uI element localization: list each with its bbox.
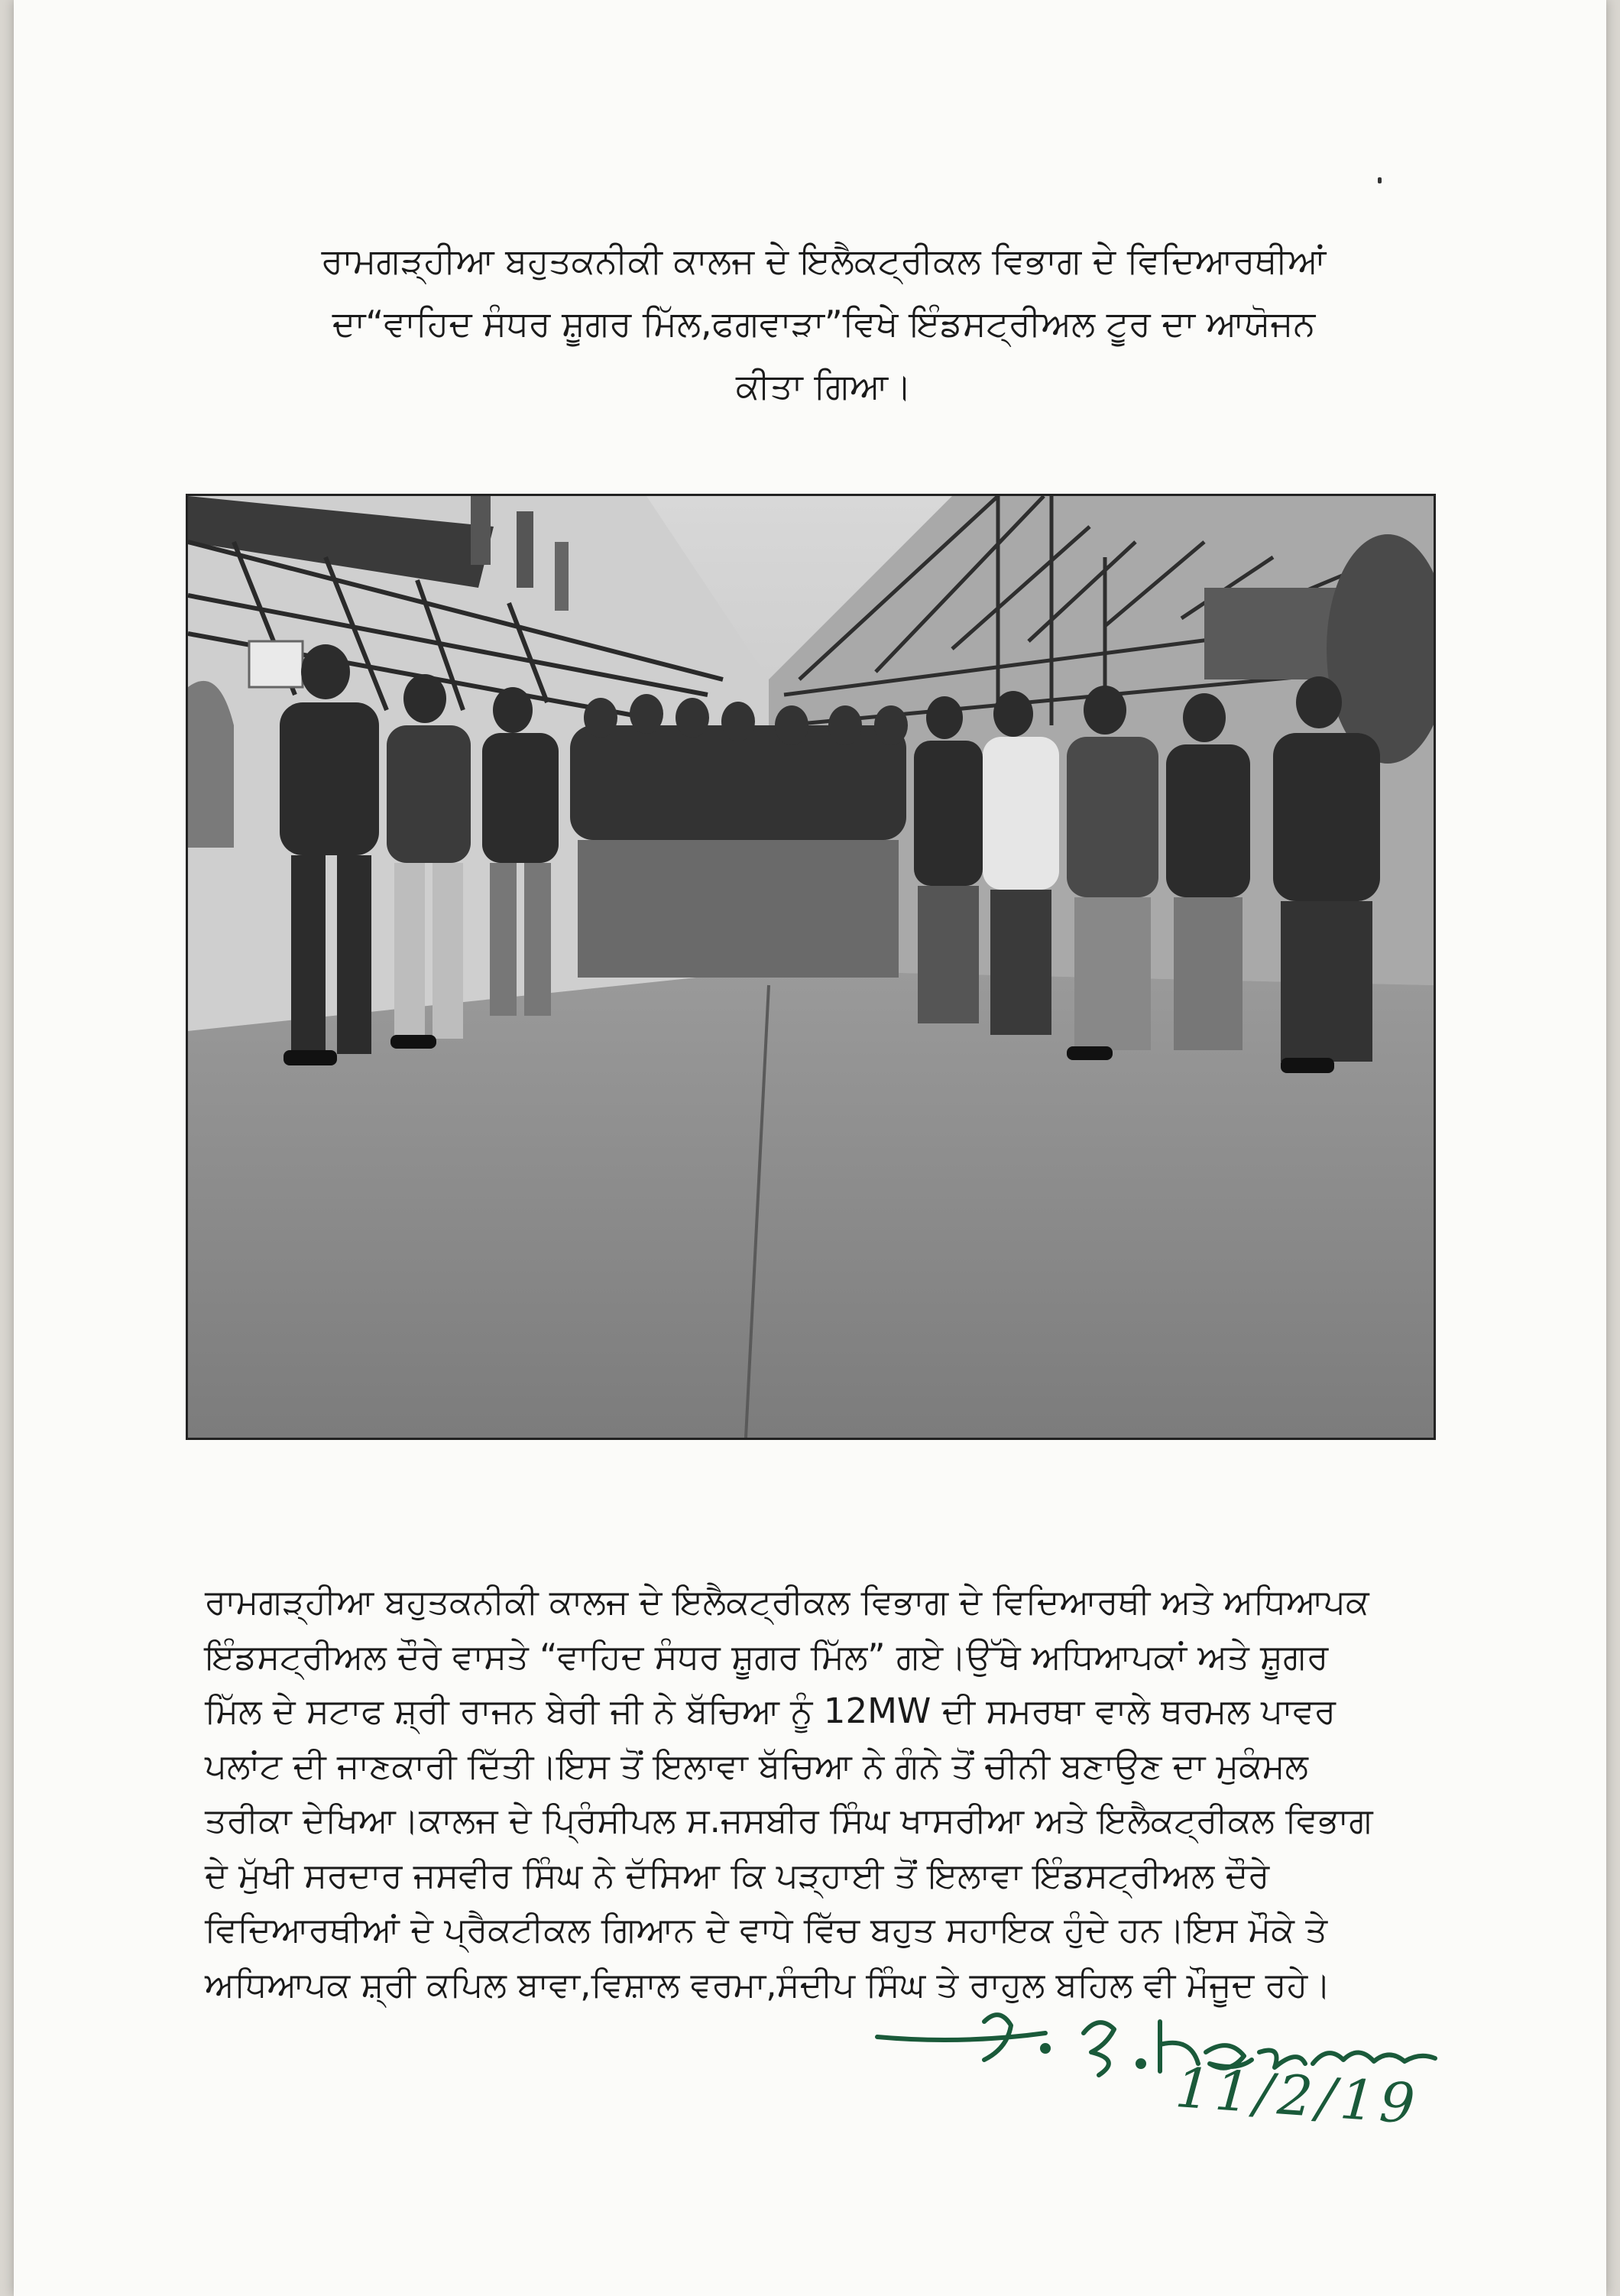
body-line-6: ਦੇ ਮੁੱਖੀ ਸਰਦਾਰ ਜਸਵੀਰ ਸਿੰਘ ਨੇ ਦੱਸਿਆ ਕਿ ਪੜ੍ਹਾਈ ਤੋਂ ਇਲਾਵਾ ਇੰਡਸਟ੍ਰੀਅਲ ਦੌਰੇ	[205, 1854, 1270, 1895]
body-line-2: ਇੰਡਸਟ੍ਰੀਅਲ ਦੌਰੇ ਵਾਸਤੇ “ਵਾਹਿਦ ਸੰਧਰ ਸ਼ੂਗਰ ਮਿੱਲ” ਗਏ।ਉੱਥੇ ਅਧਿਆਪਕਾਂ ਅਤੇ ਸ਼ੂਗਰ	[205, 1636, 1329, 1677]
group-photo	[186, 494, 1436, 1440]
group-photo-image	[188, 496, 1434, 1438]
title-line-1: ਰਾਮਗੜ੍ਹੀਆ ਬਹੁਤਕਨੀਕੀ ਕਾਲਜ ਦੇ ਇਲੈਕਟ੍ਰੀਕਲ ਵਿਭਾਗ ਦੇ ਵਿਦਿਆਰਥੀਆਂ	[321, 240, 1327, 281]
body-line-7: ਵਿਦਿਆਰਥੀਆਂ ਦੇ ਪ੍ਰੈਕਟੀਕਲ ਗਿਆਨ ਦੇ ਵਾਧੇ ਵਿੱਚ ਬਹੁਤ ਸਹਾਇਕ ਹੁੰਦੇ ਹਨ।ਇਸ ਮੌਕੇ ਤੇ	[205, 1909, 1328, 1950]
body-line-3: ਮਿੱਲ ਦੇ ਸਟਾਫ ਸ਼੍ਰੀ ਰਾਜਨ ਬੇਰੀ ਜੀ ਨੇ ਬੱਚਿਆ ਨੂੰ 12MW ਦੀ ਸਮਰਥਾ ਵਾਲੇ ਥਰਮਲ ਪਾਵਰ	[205, 1691, 1336, 1731]
body-line-5: ਤਰੀਕਾ ਦੇਖਿਆ।ਕਾਲਜ ਦੇ ਪ੍ਰਿੰਸੀਪਲ ਸ.ਜਸਬੀਰ ਸਿੰਘ ਖਾਸਰੀਆ ਅਤੇ ਇਲੈਕਟ੍ਰੀਕਲ ਵਿਭਾਗ	[205, 1800, 1373, 1840]
body-line-8: ਅਧਿਆਪਕ ਸ਼੍ਰੀ ਕਪਿਲ ਬਾਵਾ,ਵਿਸ਼ਾਲ ਵਰਮਾ,ਸੰਦੀਪ ਸਿੰਘ ਤੇ ਰਾਹੁਲ ਬਹਿਲ ਵੀ ਮੌਜੂਦ ਰਹੇ।	[205, 1964, 1331, 2005]
body-line-1: ਰਾਮਗੜ੍ਹੀਆ ਬਹੁਤਕਨੀਕੀ ਕਾਲਜ ਦੇ ਇਲੈਕਟ੍ਰੀਕਲ ਵਿਭਾਗ ਦੇ ਵਿਦਿਆਰਥੀ ਅਤੇ ਅਧਿਆਪਕ	[205, 1581, 1369, 1622]
title-line-3: ਕੀਤਾ ਗਿਆ।	[735, 365, 912, 407]
document-page	[14, 0, 1606, 2296]
document-body	[205, 1574, 1443, 2012]
title-line-2: ਦਾ“ਵਾਹਿਦ ਸੰਧਰ ਸ਼ੂਗਰ ਮਿੱਲ,ਫਗਵਾੜਾ”ਵਿਖੇ ਇੰਡਸਟ੍ਰੀਅਲ ਟੂਰ ਦਾ ਆਯੋਜਨ	[332, 303, 1316, 344]
body-line-4: ਪਲਾਂਟ ਦੀ ਜਾਣਕਾਰੀ ਦਿੱਤੀ।ਇਸ ਤੋਂ ਇਲਾਵਾ ਬੱਚਿਆ ਨੇ ਗੰਨੇ ਤੋਂ ਚੀਨੀ ਬਣਾਉਣ ਦਾ ਮੁਕੰਮਲ	[205, 1745, 1308, 1786]
signature-date: 11/2/19	[1173, 2054, 1422, 2137]
document-title	[136, 229, 1511, 417]
ink-speck	[1378, 177, 1382, 183]
